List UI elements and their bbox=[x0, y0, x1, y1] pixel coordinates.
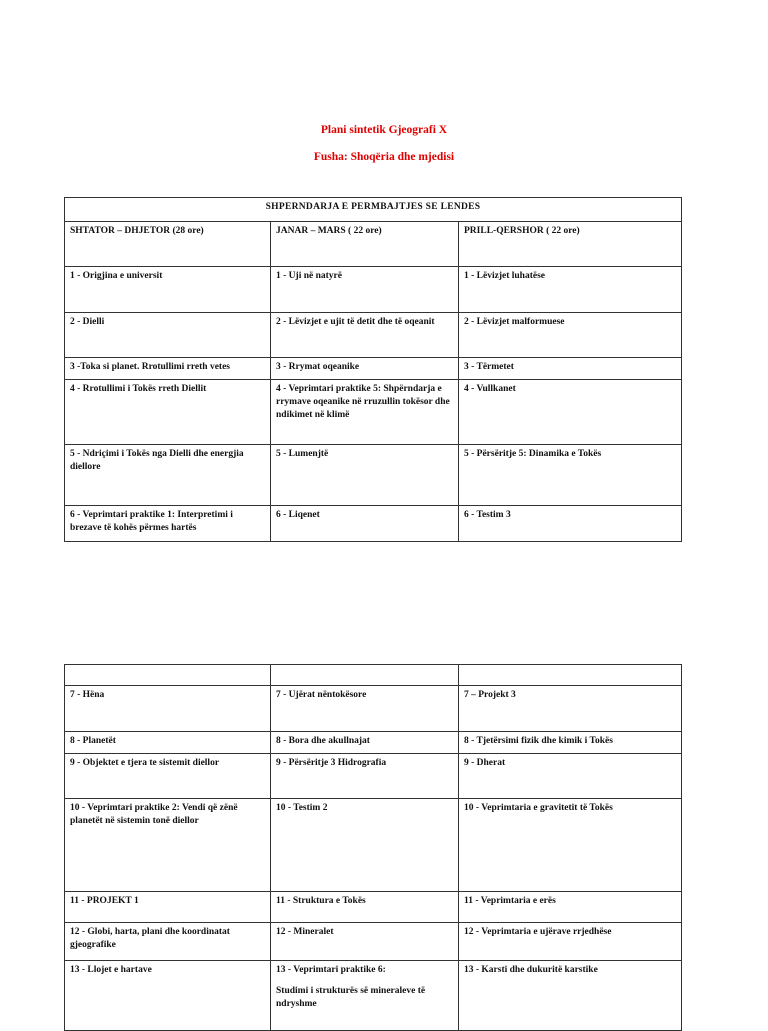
cell-term2: 4 - Veprimtari praktike 5: Shpërndarja e rrymave oqeanike në rruzullin tokësor dhe ndikimet në klimë bbox=[271, 380, 459, 445]
cell-term2: 8 - Bora dhe akullnajat bbox=[271, 732, 459, 754]
content-distribution-table bbox=[64, 197, 682, 542]
cell-term2: 10 - Testim 2 bbox=[271, 799, 459, 892]
cell-term2: 6 - Liqenet bbox=[271, 506, 459, 542]
empty-header-cell bbox=[65, 665, 271, 686]
table-header-row bbox=[65, 665, 682, 686]
table-header-row bbox=[65, 198, 682, 222]
table-row bbox=[65, 754, 682, 799]
table-row bbox=[65, 686, 682, 732]
cell-term3: 9 - Dherat bbox=[459, 754, 682, 799]
cell-term3: 13 - Karsti dhe dukuritë karstike bbox=[459, 961, 682, 1031]
cell-term3: 8 - Tjetërsimi fizik dhe kimik i Tokës bbox=[459, 732, 682, 754]
cell-term3: 10 - Veprimtaria e gravitetit të Tokës bbox=[459, 799, 682, 892]
cell-term2: 11 - Struktura e Tokës bbox=[271, 892, 459, 923]
cell-term3: 1 - Lëvizjet luhatëse bbox=[459, 267, 682, 313]
term-2-header: JANAR – MARS ( 22 ore) bbox=[271, 222, 459, 267]
cell-term1: 11 - PROJEKT 1 bbox=[65, 892, 271, 923]
cell-term2: 9 - Përsëritje 3 Hidrografia bbox=[271, 754, 459, 799]
practical-activity-label: 13 - Veprimtari praktike 6: bbox=[276, 965, 386, 975]
cell-term3: 12 - Veprimtaria e ujërave rrjedhëse bbox=[459, 923, 682, 961]
cell-term1: 8 - Planetët bbox=[65, 732, 271, 754]
practical-activity-note: Studimi i strukturës së mineraleve të ndryshme bbox=[276, 986, 426, 1009]
table-row bbox=[65, 799, 682, 892]
table-row bbox=[65, 267, 682, 313]
cell-term1: 9 - Objektet e tjera te sistemit diellor bbox=[65, 754, 271, 799]
table-row bbox=[65, 313, 682, 358]
table-row bbox=[65, 732, 682, 754]
cell-term1: 5 - Ndriçimi i Tokës nga Dielli dhe energjia diellore bbox=[65, 445, 271, 506]
term-header-row bbox=[65, 222, 682, 267]
cell-term1: 12 - Globi, harta, plani dhe koordinatat gjeografike bbox=[65, 923, 271, 961]
cell-term3: 7 – Projekt 3 bbox=[459, 686, 682, 732]
cell-term2: 5 - Lumenjtë bbox=[271, 445, 459, 506]
cell-term1: 7 - Hëna bbox=[65, 686, 271, 732]
cell-term1: 6 - Veprimtari praktike 1: Interpretimi i brezave të kohës përmes hartës bbox=[65, 506, 271, 542]
table-row bbox=[65, 923, 682, 961]
empty-header-cell bbox=[271, 665, 459, 686]
cell-term1: 4 - Rrotullimi i Tokës rreth Diellit bbox=[65, 380, 271, 445]
table-row bbox=[65, 445, 682, 506]
term-3-header: PRILL-QERSHOR ( 22 ore) bbox=[459, 222, 682, 267]
document-title: Plani sintetik Gjeografi X bbox=[320, 124, 448, 136]
cell-term2: 3 - Rrymat oqeanike bbox=[271, 358, 459, 380]
cell-term3: 4 - Vullkanet bbox=[459, 380, 682, 445]
cell-term3: 3 - Tërmetet bbox=[459, 358, 682, 380]
table-row bbox=[65, 506, 682, 542]
table-row bbox=[65, 961, 682, 1031]
cell-term2: 12 - Mineralet bbox=[271, 923, 459, 961]
cell-term1: 13 - Llojet e hartave bbox=[65, 961, 271, 1031]
content-distribution-table-continued bbox=[64, 664, 682, 1031]
table-header: SHPERNDARJA E PERMBAJTJES SE LENDES bbox=[65, 198, 682, 222]
table-row bbox=[65, 380, 682, 445]
cell-term1: 10 - Veprimtari praktike 2: Vendi që zënë planetët në sistemin tonë diellor bbox=[65, 799, 271, 892]
cell-term1: 2 - Dielli bbox=[65, 313, 271, 358]
cell-term2: 7 - Ujërat nëntokësore bbox=[271, 686, 459, 732]
table-row bbox=[65, 892, 682, 923]
cell-term1: 3 -Toka si planet. Rrotullimi rreth vetes bbox=[65, 358, 271, 380]
document-subtitle: Fusha: Shoqëria dhe mjedisi bbox=[313, 151, 455, 163]
empty-header-cell bbox=[459, 665, 682, 686]
cell-term3: 2 - Lëvizjet malformuese bbox=[459, 313, 682, 358]
cell-term1: 1 - Origjina e universit bbox=[65, 267, 271, 313]
cell-term3: 6 - Testim 3 bbox=[459, 506, 682, 542]
table-row bbox=[65, 358, 682, 380]
cell-term2 bbox=[271, 961, 459, 1031]
cell-term3: 11 - Veprimtaria e erës bbox=[459, 892, 682, 923]
cell-term2: 1 - Uji në natyrë bbox=[271, 267, 459, 313]
cell-term2: 2 - Lëvizjet e ujit të detit dhe të oqeanit bbox=[271, 313, 459, 358]
cell-term3: 5 - Përsëritje 5: Dinamika e Tokës bbox=[459, 445, 682, 506]
term-1-header: SHTATOR – DHJETOR (28 ore) bbox=[65, 222, 271, 267]
